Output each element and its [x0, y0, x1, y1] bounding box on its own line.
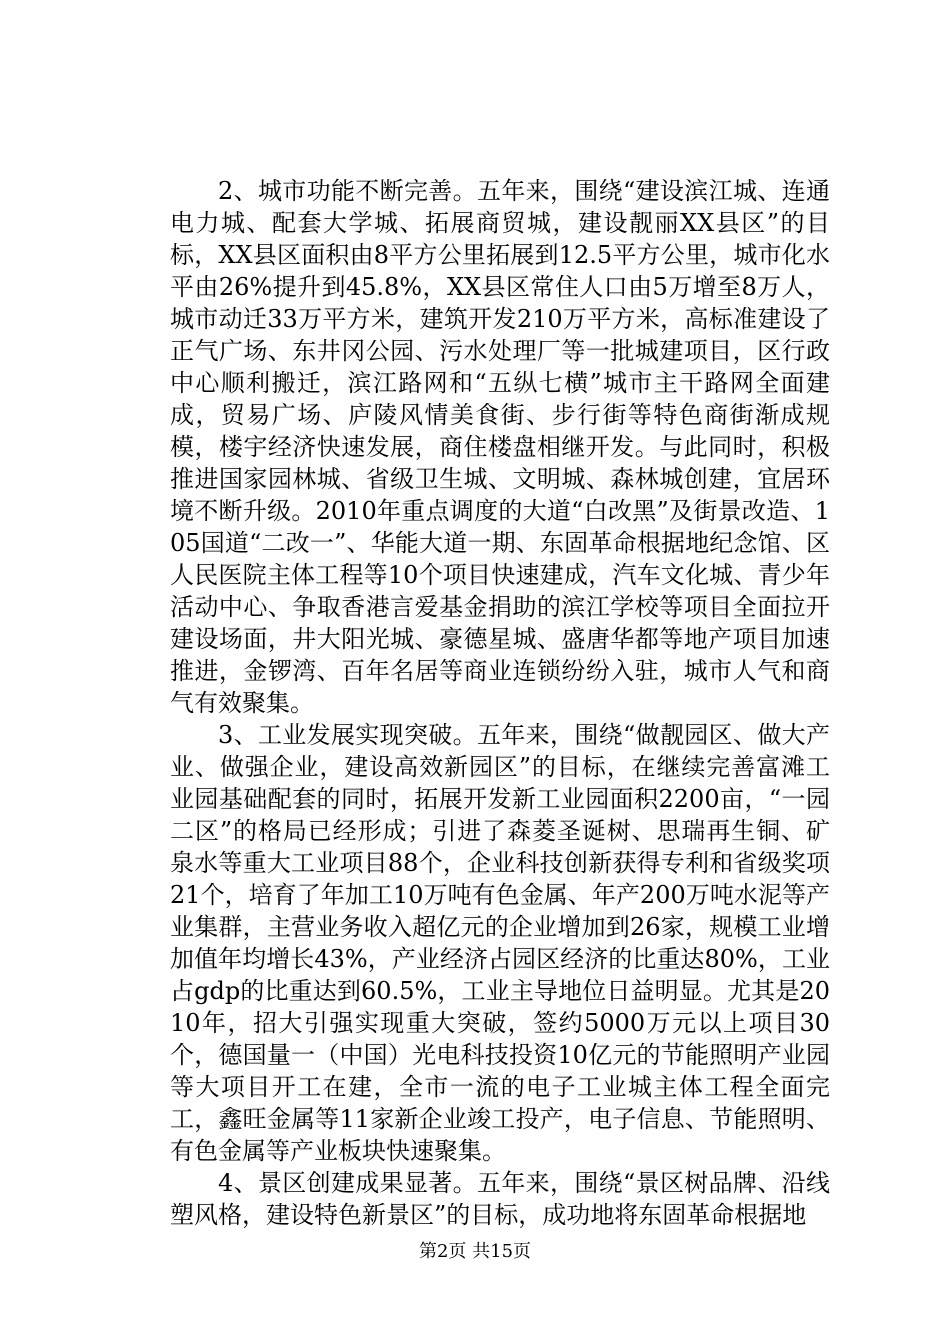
page-number-footer: 第2页 共15页 — [418, 1241, 532, 1262]
document-body — [170, 175, 830, 1231]
paragraph-urban-function: 2、城市功能不断完善。五年来，围绕“建设滨江城、连通电力城、配套大学城、拓展商贸城，建设靓丽XX县区”的目标，XX县区面积由8平方公里拓展到12.5平方公里，城市化水平由26%提升到45.8%，XX县区常住人口由5万增至8万人，城市动迁33万平方米，建筑开发210万平方米，高标准建设了正气广场、东井冈公园、污水处理厂等一批城建项目，区行政中心顺利搬迁，滨江路网和“五纵七横”城市主干路网全面建成，贸易广场、庐陵风情美食街、步行街等特色商街渐成规模，楼宇经济快速发展，商住楼盘相继开发。与此同时，积极推进国家园林城、省级卫生城、文明城、森林城创建，宜居环境不断升级。2010年重点调度的大道“白改黑”及街景改造、105国道“二改一”、华能大道一期、东固革命根据地纪念馆、区人民医院主体工程等10个项目快速建成，汽车文化城、青少年活动中心、争取香港言爱基金捐助的滨江学校等项目全面拉开建设场面，井大阳光城、豪德星城、盛唐华都等地产项目加速推进，金锣湾、百年名居等商业连锁纷纷入驻，城市人气和商气有效聚集。 — [170, 177, 830, 717]
paragraph-industrial-development: 3、工业发展实现突破。五年来，围绕“做靓园区、做大产业、做强企业，建设高效新园区”的目标，在继续完善富滩工业园基础配套的同时，拓展开发新工业园面积2200亩，“一园二区”的格局已经形成；引进了森菱圣诞树、思瑞再生铜、矿泉水等重大工业项目88个，企业科技创新获得专利和省级奖项21个，培育了年加工10万吨有色金属、年产200万吨水泥等产业集群，主营业务收入超亿元的企业增加到26家，规模工业增加值年均增长43%，产业经济占园区经济的比重达80%，工业占gdp的比重达到60.5%，工业主导地位日益明显。尤其是2010年，招大引强实现重大突破，签约5000万元以上项目30个，德国量一（中国）光电科技投资10亿元的节能照明产业园等大项目开工在建，全市一流的电子工业城主体工程全面完工，鑫旺金属等11家新企业竣工投产，电子信息、节能照明、有色金属等产业板块快速聚集。 — [170, 721, 830, 1165]
paragraph-scenic-area: 4、景区创建成果显著。五年来，围绕“景区树品牌、沿线塑风格，建设特色新景区”的目标，成功地将东固革命根据地 — [170, 1169, 830, 1229]
